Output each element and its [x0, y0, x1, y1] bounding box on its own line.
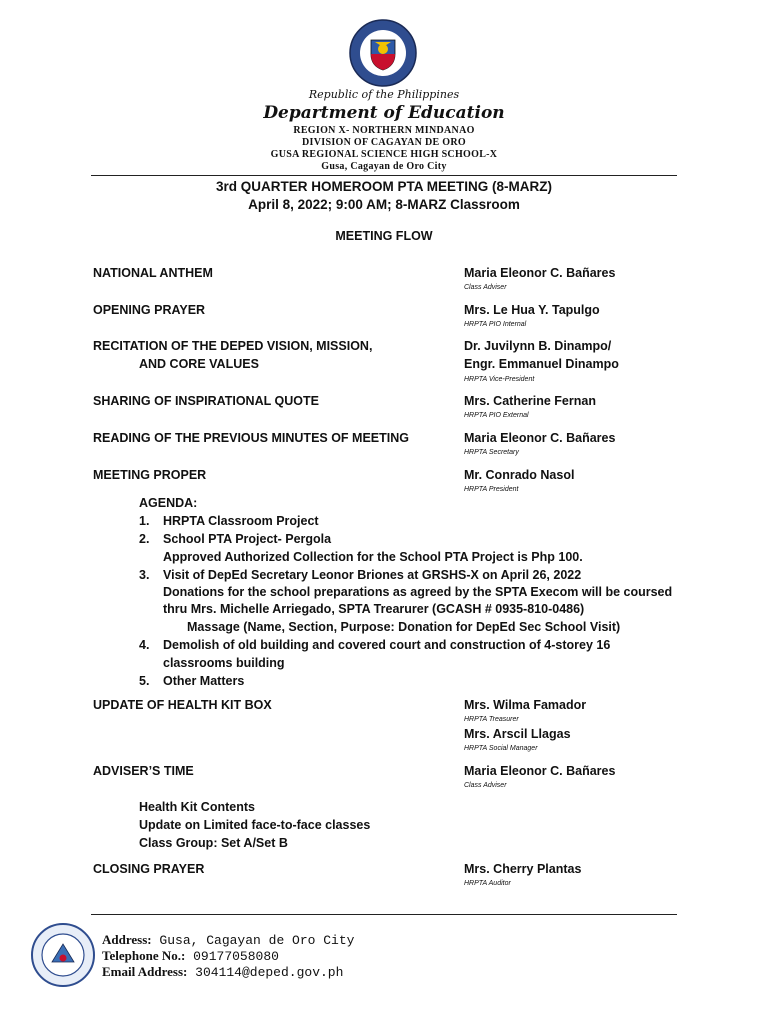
republic-line: Republic of the Philippines	[308, 88, 460, 101]
footer-email	[102, 964, 343, 980]
item-person-2: Engr. Emmanuel Dinampo	[464, 357, 619, 371]
item-label: NATIONAL ANTHEM	[93, 266, 213, 280]
phone-value: 09177058080	[193, 949, 279, 964]
adviser-note: Class Group: Set A/Set B	[139, 836, 288, 850]
item-label: SHARING OF INSPIRATIONAL QUOTE	[93, 394, 319, 408]
location-line: Gusa, Cagayan de Oro City	[321, 161, 447, 172]
item-label: MEETING PROPER	[93, 468, 207, 482]
phone-label: Telephone No.:	[102, 948, 186, 963]
item-role: HRPTA Vice-President	[464, 376, 535, 383]
email-label: Email Address:	[102, 964, 188, 979]
adviser-label: ADVISER’S TIME	[93, 764, 194, 778]
item-role: HRPTA PIO Internal	[464, 321, 527, 328]
health-kit-person-2: Mrs. Arscil Llagas	[464, 727, 571, 741]
meeting-date: April 8, 2022; 9:00 AM; 8-MARZ Classroom	[248, 197, 520, 212]
item-label-continued: AND CORE VALUES	[139, 357, 259, 371]
item-role: HRPTA President	[464, 486, 519, 493]
email-value: 304114@deped.gov.ph	[195, 965, 344, 980]
item-label: OPENING PRAYER	[93, 303, 206, 317]
agenda-item: Other Matters	[163, 674, 245, 688]
item-role: Class Adviser	[464, 284, 507, 291]
item-label: RECITATION OF THE DEPED VISION, MISSION,	[93, 339, 373, 353]
footer-address	[102, 932, 354, 948]
agenda-number: 2.	[139, 532, 150, 546]
agenda-item: Visit of DepEd Secretary Leonor Briones at GRSHS-X on April 26, 2022	[163, 568, 582, 582]
agenda-number: 1.	[139, 514, 150, 528]
item-person: Mr. Conrado Nasol	[464, 468, 575, 482]
agenda-item: Demolish of old building and covered court and construction of 4-storey 16	[163, 638, 611, 652]
meeting-flow-heading: MEETING FLOW	[335, 229, 433, 243]
footer-phone	[102, 948, 279, 964]
address-value: Gusa, Cagayan de Oro City	[159, 933, 355, 948]
agenda-note: classrooms building	[163, 656, 285, 670]
health-kit-role-2: HRPTA Social Manager	[464, 745, 538, 752]
agenda-number: 4.	[139, 638, 150, 652]
item-person: Maria Eleonor C. Bañares	[464, 266, 616, 280]
adviser-note: Update on Limited face-to-face classes	[139, 818, 371, 832]
footer-divider	[91, 914, 677, 915]
agenda-item: School PTA Project- Pergola	[163, 532, 332, 546]
item-role: HRPTA PIO External	[464, 412, 529, 419]
closing-label: CLOSING PRAYER	[93, 862, 205, 876]
school-line: GUSA REGIONAL SCIENCE HIGH SCHOOL-X	[270, 149, 498, 160]
adviser-role: Class Adviser	[464, 782, 507, 789]
adviser-note: Health Kit Contents	[139, 800, 255, 814]
health-kit-person-1: Mrs. Wilma Famador	[464, 698, 587, 712]
agenda-note: Massage (Name, Section, Purpose: Donation for DepEd Sec School Visit)	[187, 620, 621, 634]
header-divider	[91, 175, 677, 176]
department-title: Department of Education	[263, 103, 505, 123]
agenda-number: 3.	[139, 568, 150, 582]
agenda-note: Approved Authorized Collection for the School PTA Project is Php 100.	[163, 550, 583, 564]
school-seal	[30, 922, 96, 988]
agenda-note: Donations for the school preparations as agreed by the SPTA Execom will be coursed	[163, 585, 673, 599]
item-person: Maria Eleonor C. Bañares	[464, 431, 616, 445]
deped-seal	[348, 18, 418, 88]
meeting-title: 3rd QUARTER HOMEROOM PTA MEETING (8-MARZ)	[216, 179, 552, 194]
address-label: Address:	[102, 932, 152, 947]
item-label: READING OF THE PREVIOUS MINUTES OF MEETING	[93, 431, 409, 445]
agenda-heading: AGENDA:	[139, 496, 198, 510]
item-person: Mrs. Catherine Fernan	[464, 394, 596, 408]
item-role: HRPTA Secretary	[464, 449, 519, 456]
health-kit-role-1: HRPTA Treasurer	[464, 716, 519, 723]
division-line: DIVISION OF CAGAYAN DE ORO	[302, 137, 466, 148]
health-kit-label: UPDATE OF HEALTH KIT BOX	[93, 698, 272, 712]
region-line: REGION X- NORTHERN MINDANAO	[293, 125, 475, 136]
adviser-person: Maria Eleonor C. Bañares	[464, 764, 616, 778]
agenda-note: thru Mrs. Michelle Arriegado, SPTA Trearurer (GCASH # 0935-810-0486)	[163, 602, 585, 616]
closing-role: HRPTA Auditor	[464, 880, 511, 887]
item-person: Mrs. Le Hua Y. Tapulgo	[464, 303, 600, 317]
item-person: Dr. Juvilynn B. Dinampo/	[464, 339, 612, 353]
agenda-item: HRPTA Classroom Project	[163, 514, 319, 528]
agenda-number: 5.	[139, 674, 150, 688]
closing-person: Mrs. Cherry Plantas	[464, 862, 582, 876]
